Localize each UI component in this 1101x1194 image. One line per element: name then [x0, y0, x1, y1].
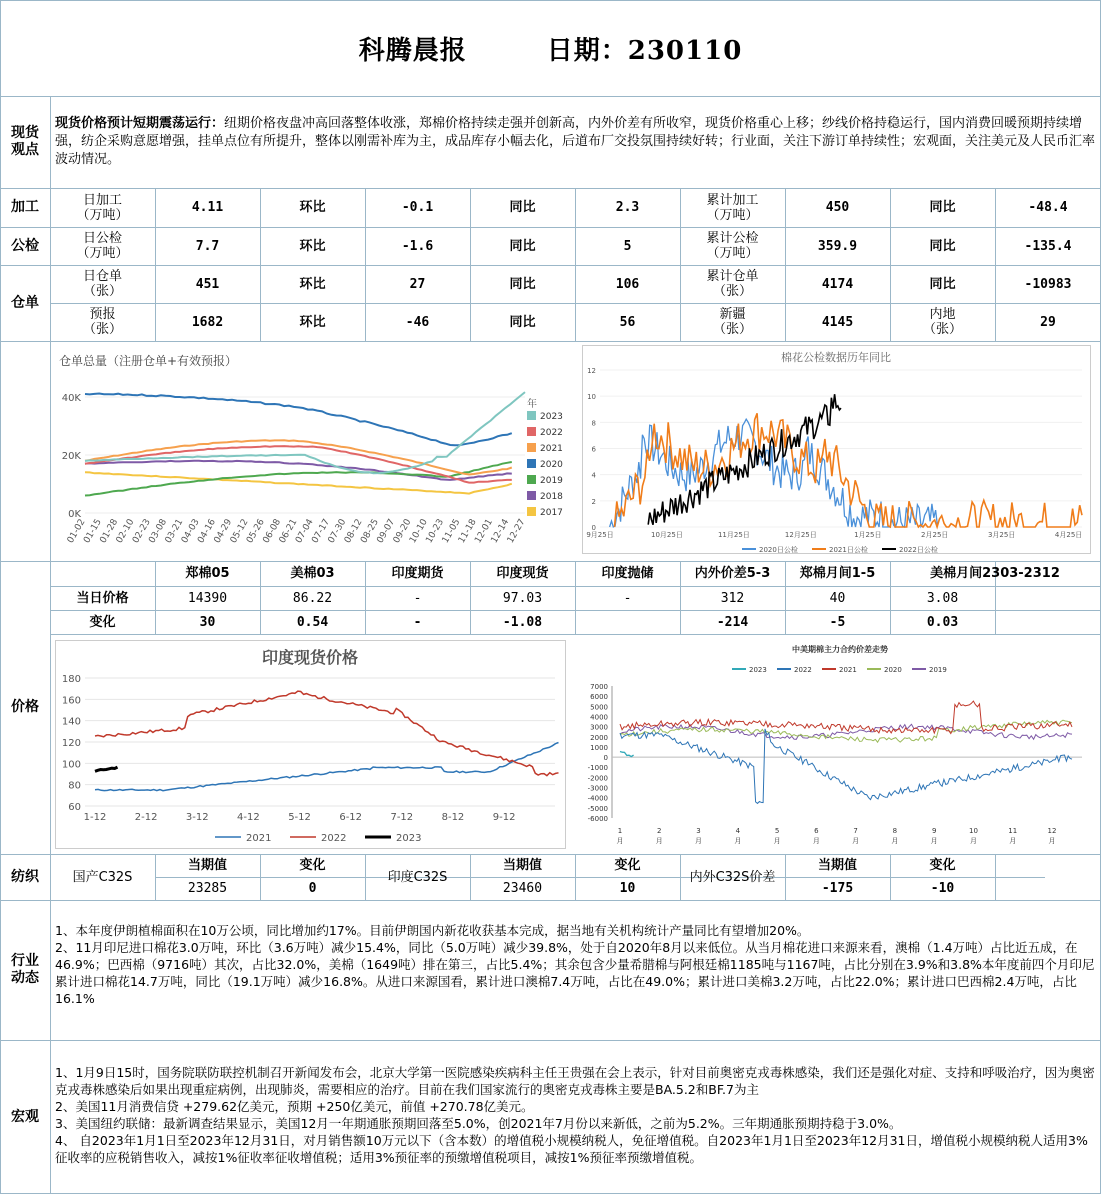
x-tick-label: 4 — [735, 827, 741, 835]
x-tick-label: 7-12 — [390, 812, 414, 823]
y-tick-label: -5000 — [587, 804, 608, 813]
stats-cell: 56 — [619, 314, 636, 330]
price-cell: 内外价差5-3 — [694, 566, 771, 581]
x-tick-label: 1月25日 — [854, 531, 882, 539]
price-cell: 14390 — [187, 590, 228, 606]
legend-label: 2022 — [321, 833, 347, 844]
x-tick-label: 3月25日 — [987, 531, 1016, 539]
price-cell: 郑棉月间1-5 — [799, 566, 876, 581]
legend-label: 2020 — [884, 666, 902, 674]
x-tick-label: 02-10 — [114, 517, 137, 546]
y-tick-label: -1000 — [587, 764, 608, 773]
stats-cell: 2.3 — [615, 200, 640, 215]
x-tick-label: 08-25 — [359, 517, 381, 546]
report-date: 日期：230110 — [546, 35, 743, 66]
y-tick-label: 60 — [68, 802, 81, 813]
h-line — [0, 1040, 1101, 1041]
x-tick-label: 4-12 — [237, 812, 260, 823]
stats-cell: 环比 — [299, 238, 326, 254]
stats-cell: -10983 — [1024, 276, 1072, 292]
series-line-2023 — [620, 752, 634, 757]
h-line — [50, 634, 1101, 635]
stats-cell: 新疆 （张） — [712, 307, 752, 337]
x-tick-unit: 月 — [773, 837, 781, 845]
legend-label: 2021 — [839, 666, 857, 674]
x-tick-label: 05-26 — [245, 517, 267, 546]
h-line — [0, 96, 1101, 97]
price-cell: 312 — [720, 590, 745, 606]
legend-swatch — [527, 427, 536, 436]
x-tick-label: 06-21 — [277, 517, 300, 546]
x-tick-label: 5 — [774, 827, 780, 835]
macro-item-2: 2、美国11月消费信贷 +279.62亿美元，预期 +250亿美元，前值 +270.78亿美元。 — [55, 1099, 534, 1114]
x-tick-label: 04-03 — [179, 517, 202, 546]
price-cell: 变化 — [89, 614, 116, 630]
y-tick-label: 1000 — [590, 743, 608, 752]
price-cell: -214 — [716, 614, 749, 630]
stats-cell: 同比 — [509, 200, 536, 215]
x-tick-label: 10月25日 — [651, 531, 683, 539]
industry-item-2: 2、11月印尼进口棉花3.0万吨，环比（3.6万吨）减少15.4%，同比（5.0万吨）减少39.8%，处于自2020年8月以来低位。从当月棉花进口来源来看，澳棉（1.4万吨）占比近五成，在46.9%；巴西棉（9716吨）其次，占比32.0%，美棉（1649吨）排在第三，占比5.4%；其余包含少量希腊棉与阿根廷棉1185吨与1167吨，占比分别在3.9%和3.8%本年度前四个月印尼累计进口棉花14.7万吨，同比（19.1万吨）减少16.8%。从进口来源国看，累计进口澳棉7.4万吨，占比在49.0%；累计进口美棉3.2万吨，占比22.0%；累计进口巴西棉2.4万吨，占比16.1% — [55, 940, 1095, 1006]
stats-cell: 环比 — [299, 200, 326, 215]
macro-item-1: 1、1月9日15时，国务院联防联控机制召开新闻发布会，北京大学第一医院感染疾病科主任王贵强在会上表示，针对目前奥密克戎毒株感染，我们还是强化对症、支持和呼吸治疗，因为奥密克戎毒株感染后如果出现重症病例，出现肺炎，需要相应的治疗。目前在我们国家流行的奥密克戎毒株主要是BA.5.2和BF.7为主 — [55, 1065, 1095, 1097]
chart-title: 中美期棉主力合约价差走势 — [792, 645, 888, 654]
stats-cell: 同比 — [509, 238, 536, 254]
stats-cell: 106 — [615, 276, 640, 292]
price-cell: 40 — [829, 590, 846, 606]
v-line — [995, 854, 996, 900]
price-cell: 郑棉05 — [185, 566, 230, 581]
section-label-macro: 宏观 — [11, 1108, 39, 1125]
stats-cell: -46 — [405, 314, 430, 330]
x-tick-label: 6-12 — [339, 812, 363, 823]
stats-cell: 内地 （张） — [922, 307, 962, 337]
x-tick-label: 07-30 — [326, 517, 349, 546]
stats-cell: -48.4 — [1028, 200, 1068, 215]
y-tick-label: 0 — [591, 524, 596, 532]
x-tick-label: 07-17 — [310, 517, 333, 546]
y-tick-label: 80 — [68, 780, 81, 792]
x-tick-label: 11-05 — [440, 517, 463, 546]
legend-label: 2023 — [749, 666, 767, 674]
x-tick-label: 1 — [617, 827, 623, 835]
yarn-cell: 0 — [308, 881, 317, 896]
x-tick-label: 04-16 — [196, 517, 218, 546]
price-cell: 印度期货 — [391, 566, 444, 581]
stats-cell: 累计仓单 （张） — [706, 269, 759, 299]
price-cell: 3.08 — [926, 590, 959, 606]
yarn-cell: 国产C32S — [72, 869, 133, 885]
spot-view-body: 纽期价格夜盘冲高回落整体收涨，郑棉价格持续走强并创新高，内外价差有所收窄，现货价格重心上移；纱线价格持稳运行，国内消费回暖预期持续增强，纺企采购意愿增强，挂单点位有所提升，整体以刚需补库为主，成品库存小幅去化，后道布厂交投氛围持续好转；行业面，关注下游订单持续性；宏观面，关注美元及人民币汇率波动情况。 — [55, 116, 1096, 167]
x-tick-label: 01-02 — [65, 517, 88, 546]
y-tick-label: 120 — [61, 738, 81, 749]
x-tick-label: 9 — [931, 827, 937, 835]
stats-cell: 累计公检 （万吨） — [706, 231, 759, 261]
legend-swatch — [527, 507, 536, 516]
legend-label: 2020 — [540, 460, 563, 470]
yarn-cell: 印度C32S — [387, 869, 448, 885]
y-tick-label: 0K — [68, 509, 81, 520]
legend-label: 2021 — [246, 833, 272, 844]
cotton-inspection-chart — [582, 345, 1097, 555]
spot-view-text — [55, 115, 1095, 169]
industry-news — [55, 922, 1095, 1007]
legend-swatch — [527, 491, 536, 500]
price-cell: 美棉月间2303-2312 — [930, 566, 1060, 581]
stats-cell: 451 — [195, 276, 220, 292]
price-cell: 0.54 — [296, 614, 329, 630]
price-cell: 印度现货 — [496, 566, 549, 581]
spot-view-lead: 现货价格预计短期震荡运行： — [55, 116, 225, 131]
x-tick-unit: 月 — [969, 837, 977, 845]
legend-swatch — [527, 411, 536, 420]
y-tick-label: -4000 — [587, 794, 608, 803]
stats-cell: -0.1 — [401, 200, 434, 215]
x-tick-label: 9月25日 — [586, 531, 614, 539]
stats-cell: 累计加工 （万吨） — [706, 192, 759, 223]
legend-label: 2020日公检 — [759, 546, 798, 554]
y-tick-label: 100 — [61, 759, 81, 771]
y-tick-label: 3000 — [590, 723, 608, 732]
x-tick-label: 3 — [696, 827, 701, 835]
x-tick-unit: 月 — [930, 837, 938, 845]
warehouse-total-chart — [55, 345, 565, 555]
section-label-processing: 加工 — [11, 199, 39, 215]
y-tick-label: 2000 — [590, 733, 608, 742]
yarn-cell: 内外C32S价差 — [689, 869, 776, 885]
x-tick-label: 5-12 — [288, 812, 311, 823]
yarn-cell: 变化 — [299, 858, 326, 873]
y-tick-label: 160 — [61, 695, 81, 707]
h-line — [0, 341, 1101, 342]
india-spot-price-chart — [55, 640, 567, 850]
stats-cell: -135.4 — [1024, 238, 1072, 254]
stats-cell: 4174 — [821, 276, 854, 292]
x-tick-label: 10 — [968, 827, 978, 835]
y-tick-label: 140 — [61, 716, 81, 728]
x-tick-unit: 月 — [891, 837, 899, 845]
x-tick-label: 09-20 — [391, 517, 414, 546]
stats-cell: 日公检 （万吨） — [76, 231, 129, 261]
stats-cell: 同比 — [929, 200, 956, 215]
legend-label: 2017 — [540, 508, 563, 518]
legend-label: 2019 — [929, 666, 947, 674]
y-tick-label: 20K — [61, 451, 81, 462]
stats-cell: 环比 — [299, 276, 326, 292]
section-label-inspection: 公检 — [11, 237, 39, 254]
x-tick-label: 07-04 — [294, 517, 316, 546]
x-tick-label: 8 — [892, 827, 898, 835]
stats-cell: 7.7 — [195, 238, 220, 254]
h-line — [0, 900, 1101, 901]
x-tick-label: 4月25日 — [1054, 531, 1083, 539]
stats-cell: 359.9 — [817, 238, 858, 254]
yarn-cell: 当期值 — [817, 858, 857, 873]
y-tick-label: 5000 — [590, 703, 608, 712]
stats-cell: 同比 — [509, 276, 536, 292]
yarn-cell: 10 — [619, 881, 636, 896]
legend-label: 2019 — [540, 476, 563, 486]
report-title: 科腾晨报 — [358, 35, 467, 66]
stats-cell: 同比 — [929, 276, 956, 292]
stats-cell: 环比 — [299, 314, 326, 330]
stats-cell: 450 — [825, 200, 850, 215]
x-tick-unit: 月 — [695, 837, 703, 845]
stats-cell: 27 — [409, 276, 426, 292]
y-tick-label: 12 — [587, 367, 596, 375]
legend-label: 2023 — [396, 833, 422, 844]
legend-label: 2021日公检 — [829, 546, 868, 554]
stats-cell: 同比 — [509, 314, 536, 330]
x-tick-label: 2 — [657, 827, 662, 835]
stats-cell: 1682 — [191, 314, 224, 330]
border-top — [0, 0, 1101, 1]
x-tick-unit: 月 — [655, 837, 663, 845]
section-label-warehouse: 仓单 — [11, 294, 39, 311]
legend-label: 2022 — [794, 666, 812, 674]
y-tick-label: 8 — [591, 419, 596, 428]
price-cell: - — [413, 614, 422, 630]
x-tick-label: 03-21 — [163, 517, 186, 546]
section-label-yarn: 纺织 — [11, 868, 39, 885]
x-tick-label: 2-12 — [134, 812, 158, 823]
x-tick-label: 08-12 — [342, 517, 365, 546]
x-tick-unit: 月 — [1009, 837, 1017, 845]
price-cell: 86.22 — [292, 590, 333, 606]
section-label-industry: 行业动态 — [11, 953, 39, 986]
chart-title: 棉花公检数据历年同比 — [781, 351, 891, 364]
x-tick-label: 1-12 — [83, 812, 107, 823]
y-tick-label: 6000 — [590, 693, 608, 702]
x-tick-label: 03-08 — [147, 517, 170, 546]
x-tick-label: 9-12 — [492, 812, 516, 823]
y-tick-label: 0 — [603, 754, 608, 763]
y-tick-label: -6000 — [587, 815, 608, 823]
yarn-cell: 变化 — [929, 858, 956, 873]
price-cell: 97.03 — [502, 590, 543, 606]
price-cell: 美棉03 — [290, 566, 335, 581]
macro-news — [55, 1064, 1095, 1166]
y-tick-label: -3000 — [587, 784, 608, 793]
legend-label: 2018 — [540, 492, 563, 502]
stats-cell: 5 — [623, 238, 632, 254]
legend-label: 2023 — [540, 412, 563, 422]
x-tick-label: 04-29 — [212, 517, 235, 546]
chart-title: 印度现货价格 — [261, 648, 359, 667]
stats-cell: 4145 — [821, 314, 854, 330]
legend-label: 2022 — [540, 428, 563, 438]
x-tick-label: 7 — [853, 827, 858, 835]
x-tick-label: 12-14 — [489, 517, 512, 546]
y-tick-label: -2000 — [587, 774, 608, 783]
section-label-spot: 现货观点 — [11, 125, 39, 158]
stats-cell: 同比 — [929, 238, 956, 254]
y-tick-label: 180 — [61, 674, 81, 685]
x-tick-unit: 月 — [616, 837, 624, 845]
x-tick-label: 01-15 — [82, 517, 104, 546]
x-tick-label: 12月25日 — [784, 531, 817, 539]
price-cell: - — [623, 590, 632, 606]
yarn-cell: 当期值 — [187, 858, 227, 873]
price-cell: -5 — [829, 614, 846, 630]
stats-cell: 日仓单 （张） — [82, 269, 122, 299]
yarn-cell: -175 — [821, 881, 854, 896]
legend-label: 2022日公检 — [899, 546, 938, 554]
price-cell: 印度抛储 — [601, 566, 654, 581]
stats-cell: 日加工 （万吨） — [76, 192, 129, 223]
x-tick-unit: 月 — [1048, 837, 1056, 845]
x-tick-label: 10-23 — [424, 517, 447, 546]
x-tick-label: 11-18 — [456, 517, 479, 546]
y-tick-label: 40K — [61, 393, 81, 404]
x-tick-label: 05-12 — [228, 517, 251, 546]
x-tick-label: 12-01 — [473, 517, 496, 546]
y-tick-label: 7000 — [590, 683, 608, 691]
price-cell: -1.08 — [502, 614, 543, 630]
y-tick-label: 4 — [591, 471, 596, 480]
industry-item-1: 1、本年度伊朗植棉面积在10万公顷，同比增加约17%。目前伊朗国内新花收获基本完成，据当地有关机构统计产量同比有望增加20%。 — [55, 923, 810, 938]
legend-label: 2021 — [540, 444, 563, 454]
x-tick-label: 06-08 — [261, 517, 284, 546]
chart-title: 仓单总量（注册仓单+有效预报） — [59, 354, 238, 368]
price-cell: 当日价格 — [76, 590, 129, 606]
macro-item-3: 3、美国纽约联储：最新调查结果显示，美国12月一年期通胀预期回落至5.0%，创2021年7月份以来新低，之前为5.2%。三年期通胀预期持稳于3.0%。 — [55, 1116, 902, 1131]
y-tick-label: 2 — [591, 497, 596, 506]
x-tick-label: 12 — [1047, 827, 1057, 835]
x-tick-label: 8-12 — [441, 812, 465, 823]
legend-title: 年 — [527, 399, 537, 410]
y-tick-label: 6 — [591, 445, 596, 454]
y-tick-label: 4000 — [590, 713, 608, 722]
yarn-cell: 23285 — [187, 881, 228, 896]
x-tick-label: 2月25日 — [921, 531, 949, 539]
series-line-2020 — [85, 394, 512, 446]
price-cell: 30 — [199, 614, 216, 630]
stats-cell: 29 — [1040, 314, 1056, 330]
yarn-cell: 23460 — [502, 881, 543, 896]
yarn-cell: 当期值 — [502, 858, 542, 873]
legend-swatch — [527, 459, 536, 468]
legend-swatch — [527, 443, 536, 452]
x-tick-label: 3-12 — [185, 812, 209, 823]
x-tick-label: 09-07 — [375, 517, 398, 546]
x-tick-unit: 月 — [852, 837, 860, 845]
x-tick-label: 02-23 — [131, 517, 153, 546]
series-line-2021 — [620, 701, 1072, 733]
series-line-2022 — [620, 729, 1072, 804]
x-tick-unit: 月 — [734, 837, 742, 845]
price-cell: 0.03 — [926, 614, 959, 630]
macro-item-4: 4、 自2023年1月1日至2023年12月31日，对月销售额10万元以下（含本数）的增值税小规模纳税人，免征增值税。自2023年1月1日至2023年12月31日，增值税小规模纳税人适用3%征收率的应税销售收入，减按1%征收率征收增值税；适用3%预征率的预缴增值税项目，减按1%预征率预缴增值税。 — [55, 1133, 1088, 1165]
series-line-2019 — [620, 724, 1072, 739]
x-tick-label: 10-10 — [408, 517, 430, 546]
x-tick-label: 12-27 — [505, 517, 528, 546]
stats-cell: 4.11 — [191, 200, 224, 215]
yarn-cell: 变化 — [614, 858, 641, 873]
legend-swatch — [527, 475, 536, 484]
section-label-price: 价格 — [11, 699, 39, 715]
x-tick-unit: 月 — [812, 837, 820, 845]
cn-us-spread-chart — [582, 640, 1097, 850]
yarn-cell: -10 — [930, 881, 955, 896]
price-cell: - — [413, 590, 422, 606]
price-cell — [575, 610, 680, 634]
x-tick-label: 01-28 — [98, 517, 121, 546]
x-tick-label: 11 — [1008, 827, 1018, 835]
x-tick-label: 6 — [814, 827, 819, 835]
x-tick-label: 11月25日 — [717, 531, 750, 539]
stats-cell: -1.6 — [401, 238, 434, 254]
report-header — [0, 0, 1101, 96]
stats-cell: 预报 （张） — [82, 307, 122, 337]
y-tick-label: 10 — [587, 393, 596, 402]
